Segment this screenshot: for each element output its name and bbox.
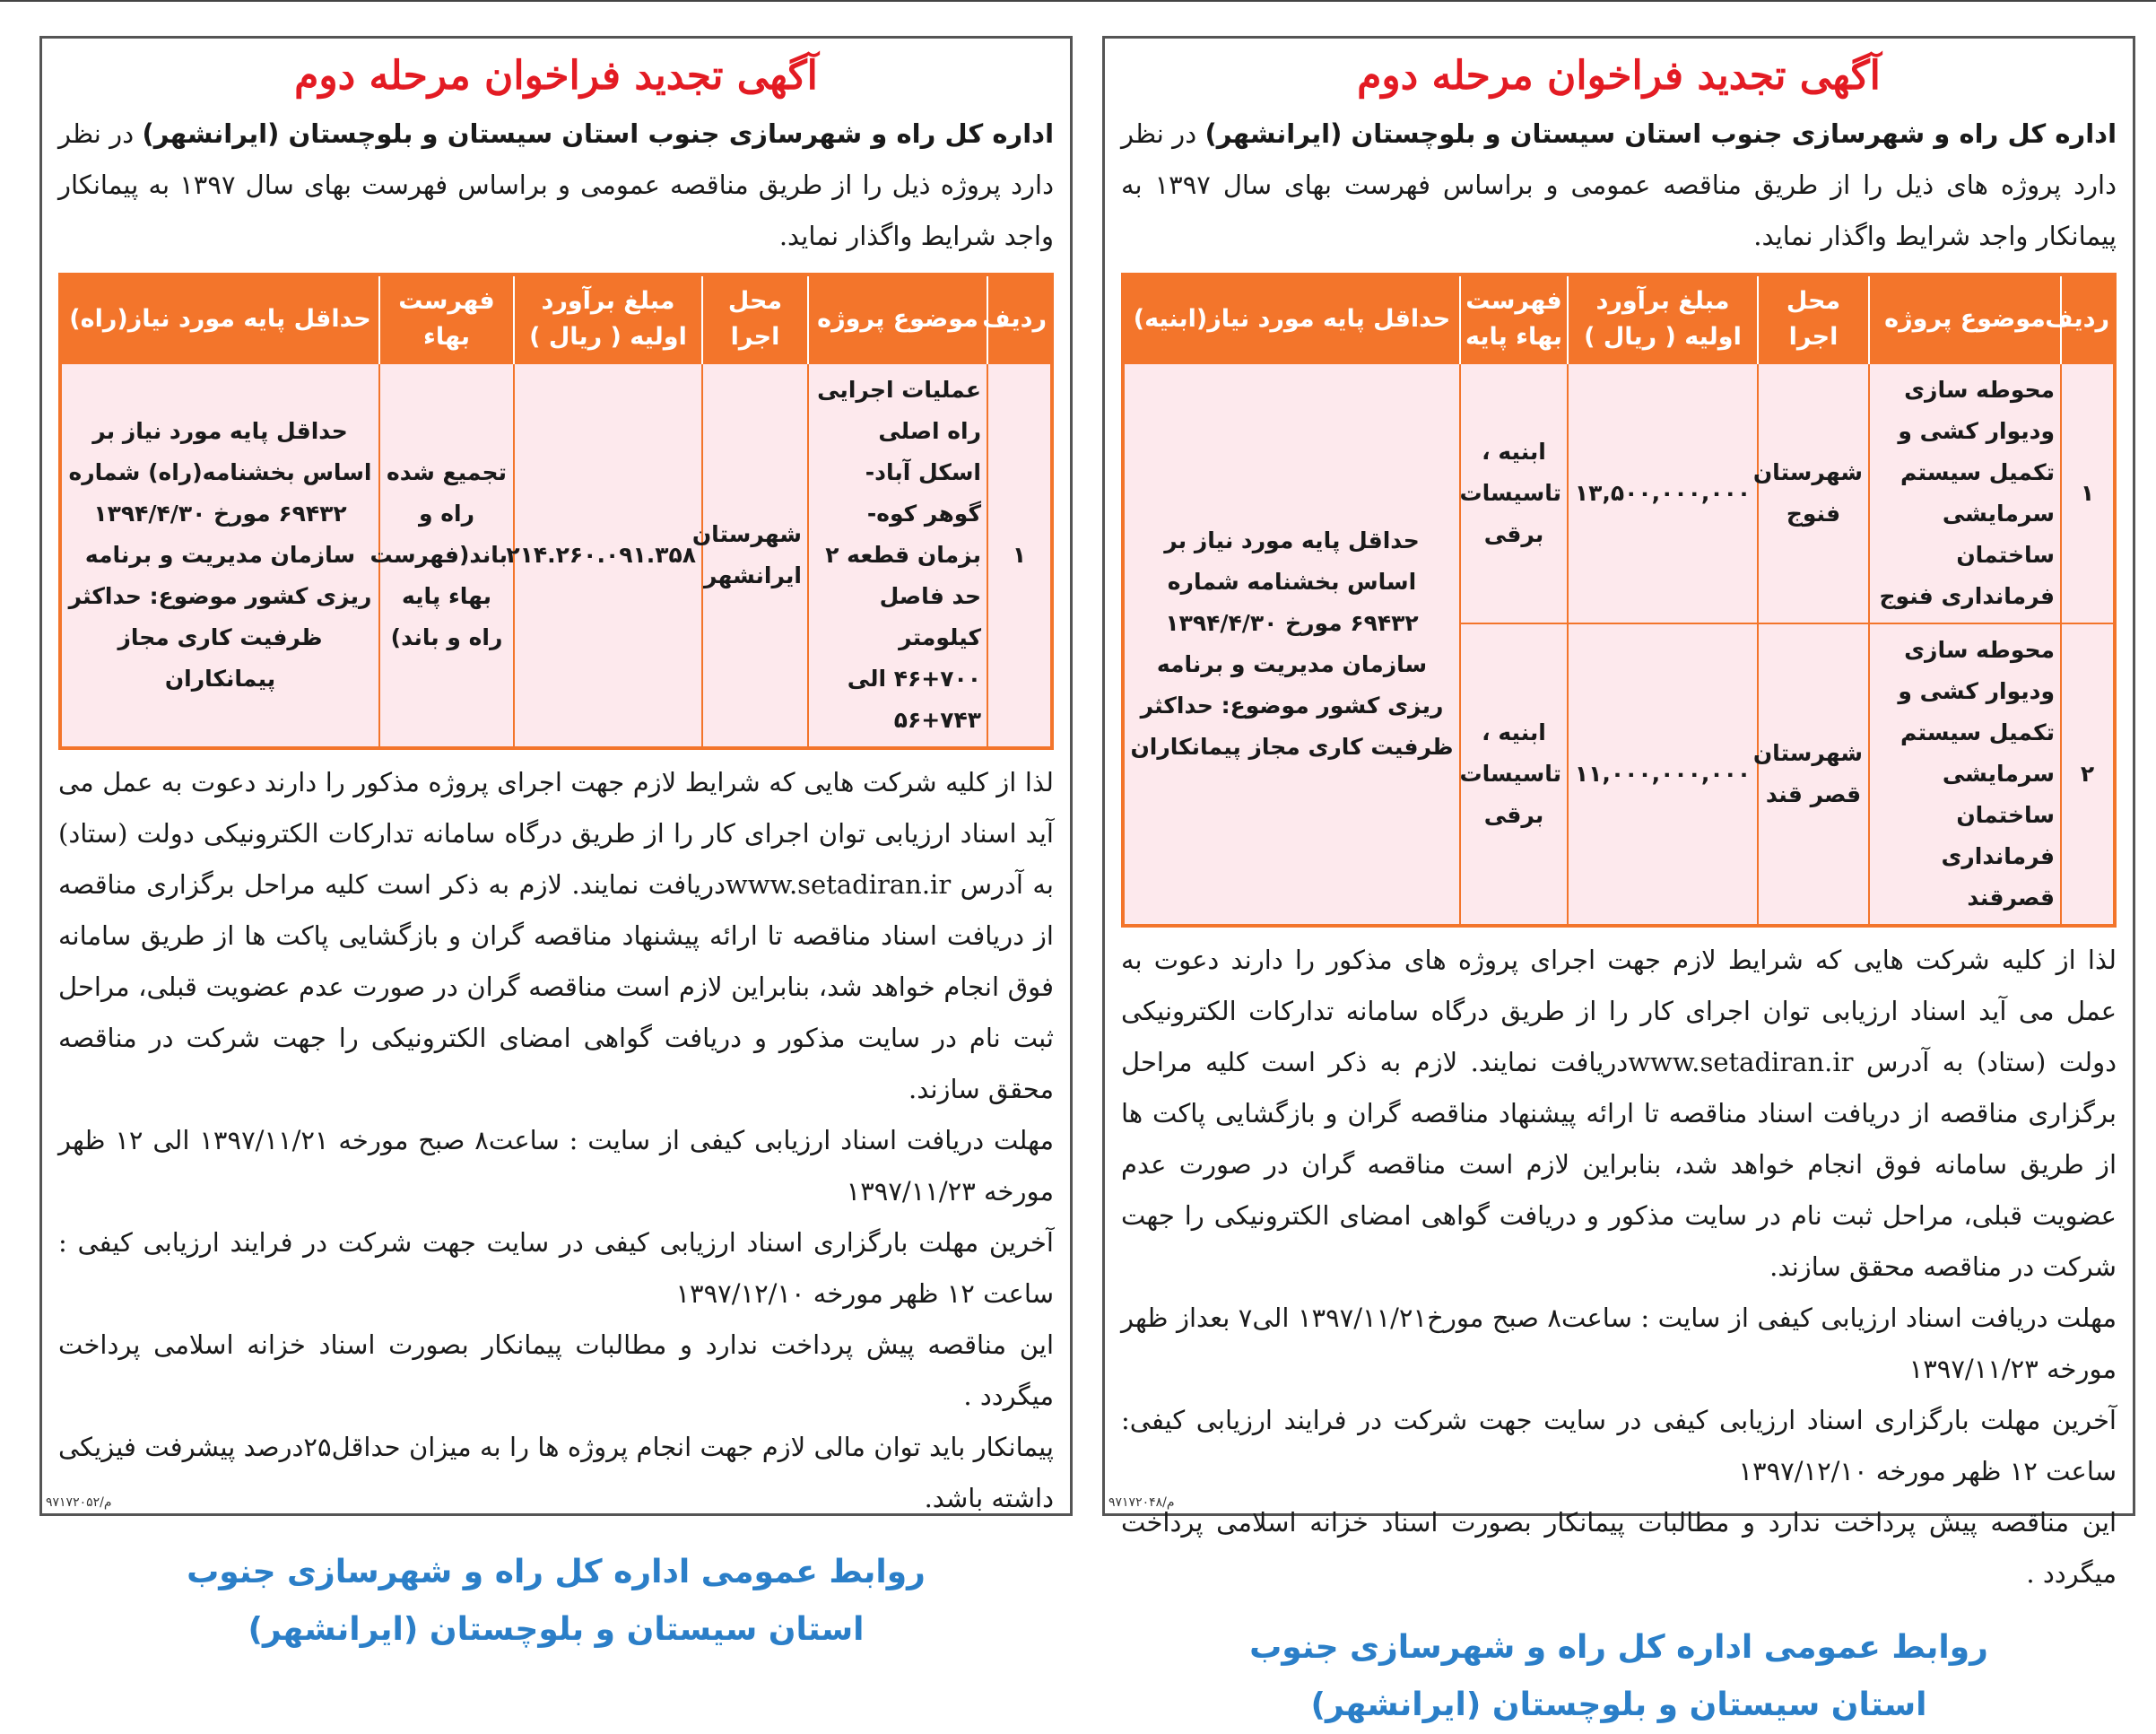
left-signature-line2: استان سیستان و بلوچستان (ایرانشهر) <box>248 1611 865 1648</box>
cell-min-grade: حداقل پایه مورد نیاز بر اساس بخشنامه شماره ۶۹۴۳۲ مورخ ۱۳۹۴/۴/۳۰ سازمان مدیریت و برنامه ریزی کشور موضوع: حداکثر ظرفیت کاری مجاز پیمانکاران <box>1123 363 1460 926</box>
left-advertisement <box>39 36 1073 1648</box>
right-ad-title: آگهی تجدید فراخوان مرحله دوم <box>1357 53 1881 99</box>
col-header-row-number: ردیف <box>2061 274 2115 363</box>
col-header-subject: موضوع پروژه <box>1869 274 2061 363</box>
right-paragraph-payment: این مناقصه پیش پرداخت ندارد و مطالبات پیمانکار بصورت اسناد خزانه اسلامی پرداخت میگردد . <box>1121 1507 2117 1589</box>
left-signature-line1: روابط عمومی اداره کل راه و شهرسازی جنوب <box>187 1554 926 1590</box>
cell-subject: عملیات اجرایی راه اصلی اسکل آباد- گوهر کوه- بزمان قطعه ۲ حد فاصل کیلومتر ۷۰۰+۴۶ الی ۷۴۳+۵۶ <box>808 363 987 748</box>
col-header-location: محل اجرا <box>1758 274 1869 363</box>
right-paragraph-invitation: لذا از کلیه شرکت هایی که شرایط لازم جهت اجرای پروژه های مذکور را دارند دعوت به عمل می آید اسناد ارزیابی توان اجرای کار را از طریق درگاه سامانه تدارکات الکترونیکی دولت (ستاد) به آدرس www.setadiran.irدریافت نمایند. لازم به ذکر است کلیه مراحل برگزاری مناقصه از دریافت اسناد مناقصه تا ارائه پیشنهاد مناقصه گران و بازگشایی پاکت ها از طریق سامانه فوق انجام خواهد شد، بنابراین لازم است مناقصه گران در صورت عدم عضویت قبلی، مراحل ثبت نام در سایت مذکور و دریافت گواهی امضای الکترونیکی را جهت شرکت در مناقصه محقق سازند. <box>1121 945 2117 1282</box>
left-paragraph-payment: این مناقصه پیش پرداخت ندارد و مطالبات پیمانکار بصورت اسناد خزانه اسلامی پرداخت میگردد . <box>58 1329 1054 1411</box>
right-ad-code: ۹۷۱۷۲۰۴۸/م <box>1108 1495 1175 1510</box>
cell-amount: ۱۳,۵۰۰,۰۰۰,۰۰۰ <box>1568 363 1758 623</box>
cell-price-list: ابنیه ، تاسیسات برقی <box>1460 623 1568 926</box>
right-signature-line2: استان سیستان و بلوچستان (ایرانشهر) <box>1310 1686 1927 1723</box>
left-ad-code: ۹۷۱۷۲۰۵۲/م <box>46 1495 112 1510</box>
cell-subject: محوطه سازی ودیوار کشی و تکمیل سیستم سرمایشی ساختمان فرمانداری قصرقند <box>1869 623 2061 926</box>
right-ad-intro-rest: در نظر دارد پروژه های ذیل را از طریق مناقصه عمومی و براساس فهرست بهای سال ۱۳۹۷ به پیمانکار واجد شرایط واگذار نماید. <box>1121 118 2117 251</box>
col-header-min-grade: حداقل پایه مورد نیاز(راه) <box>60 274 379 363</box>
cell-subject: محوطه سازی ودیوار کشی و تکمیل سیستم سرمایشی ساختمان فرمانداری فنوج <box>1869 363 2061 623</box>
table-row <box>60 363 1052 748</box>
left-signature <box>58 1544 1054 1659</box>
col-header-location: محل اجرا <box>702 274 808 363</box>
left-ad-intro <box>58 109 1054 262</box>
left-paragraph-financial: پیمانکار باید توان مالی لازم جهت انجام پروژه ها را به میزان حداقل۲۵درصد پیشرفت فیزیکی داشته باشد. <box>58 1432 1055 1513</box>
right-advertisement <box>1102 36 2135 1723</box>
left-ad-title: آگهی تجدید فراخوان مرحله دوم <box>294 53 818 99</box>
cell-min-grade: حداقل پایه مورد نیاز بر اساس بخشنامه(راه) شماره ۶۹۴۳۲ مورخ ۱۳۹۴/۴/۳۰ سازمان مدیریت و برنامه ریزی کشور موضوع: حداکثر ظرفیت کاری مجاز پیمانکاران <box>60 363 379 748</box>
right-signature-line1: روابط عمومی اداره کل راه و شهرسازی جنوب <box>1249 1629 1988 1666</box>
right-paragraph-upload-deadline: آخرین مهلت بارگزاری اسناد ارزیابی کیفی در سایت جهت شرکت در فرایند ارزیابی کیفی: ساعت ۱۲ ظهر مورخه ۱۳۹۷/۱۲/۱۰ <box>1121 1405 2117 1486</box>
left-ad-intro-rest: در نظر دارد پروژه ذیل را از طریق مناقصه عمومی و براساس فهرست بهای سال ۱۳۹۷ به پیمانکار واجد شرایط واگذار نماید. <box>58 118 1054 251</box>
right-ad-intro-bold: اداره کل راه و شهرسازی جنوب استان سیستان و بلوچستان (ایرانشهر) <box>1204 118 2117 149</box>
col-header-row-number: ردیف <box>987 274 1052 363</box>
cell-price-list: ابنیه ، تاسیسات برقی <box>1460 363 1568 623</box>
left-paragraph-upload-deadline: آخرین مهلت بارگزاری اسناد ارزیابی کیفی در سایت جهت شرکت در فرایند ارزیابی کیفی : ساعت ۱۲ ظهر مورخه ۱۳۹۷/۱۲/۱۰ <box>58 1227 1054 1309</box>
right-paragraph-doc-deadline: مهلت دریافت اسناد ارزیابی کیفی از سایت : ساعت۸ صبح مورخ۱۳۹۷/۱۱/۲۱ الی۷ بعداز ظهر مورخه ۱۳۹۷/۱۱/۲۳ <box>1121 1303 2117 1384</box>
col-header-price-list: فهرست بهاء پایه <box>1460 274 1568 363</box>
col-header-min-grade: حداقل پایه مورد نیاز(ابنیه) <box>1123 274 1460 363</box>
cell-location: شهرستان قصر قند <box>1758 623 1869 926</box>
cell-location: شهرستان ایرانشهر <box>702 363 808 748</box>
col-header-amount: مبلغ برآورد اولیه ( ریال ) <box>514 274 702 363</box>
right-signature <box>1121 1619 2117 1734</box>
right-ad-intro <box>1121 109 2117 262</box>
col-header-subject: موضوع پروژه <box>808 274 987 363</box>
left-project-table <box>58 273 1054 750</box>
col-header-amount: مبلغ برآورد اولیه ( ریال ) <box>1568 274 1758 363</box>
left-paragraph-doc-deadline: مهلت دریافت اسناد ارزیابی کیفی از سایت : ساعت۸ صبح مورخه ۱۳۹۷/۱۱/۲۱ الی ۱۲ ظهر مورخه ۱۳۹۷/۱۱/۲۳ <box>58 1125 1054 1207</box>
cell-row-number: ۱ <box>987 363 1052 748</box>
right-project-table <box>1121 273 2117 928</box>
cell-amount: ۱۱,۰۰۰,۰۰۰,۰۰۰ <box>1568 623 1758 926</box>
left-ad-intro-bold: اداره کل راه و شهرسازی جنوب استان سیستان و بلوچستان (ایرانشهر) <box>142 118 1055 149</box>
cell-row-number: ۱ <box>2061 363 2115 623</box>
cell-location: شهرستان فنوج <box>1758 363 1869 623</box>
cell-row-number: ۲ <box>2061 623 2115 926</box>
cell-price-list: تجمیع شده راه و باند(فهرست بهاء پایه راه و باند) <box>379 363 514 748</box>
cell-amount: ۲۱۴.۲۶۰.۰۹۱.۳۵۸ <box>514 363 702 748</box>
table-header-row <box>1123 274 2115 363</box>
page-top-rule <box>0 0 2156 5</box>
col-header-price-list: فهرست بهاء <box>379 274 514 363</box>
table-header-row <box>60 274 1052 363</box>
left-paragraph-invitation: لذا از کلیه شرکت هایی که شرایط لازم جهت اجرای پروژه مذکور را دارند دعوت به عمل می آید اسناد ارزیابی توان اجرای کار را از طریق درگاه سامانه تدارکات الکترونیکی دولت (ستاد) به آدرس www.setadiran.irدریافت نمایند. لازم به ذکر است کلیه مراحل برگزاری مناقصه از دریافت اسناد مناقصه تا ارائه پیشنهاد مناقصه گران و بازگشایی پاکت ها از طریق سامانه فوق انجام خواهد شد، بنابراین لازم است مناقصه گران در صورت عدم عضویت قبلی، مراحل ثبت نام در سایت مذکور و دریافت گواهی امضای الکترونیکی را جهت شرکت در مناقصه محقق سازند. <box>58 767 1054 1104</box>
table-row <box>1123 363 2115 623</box>
